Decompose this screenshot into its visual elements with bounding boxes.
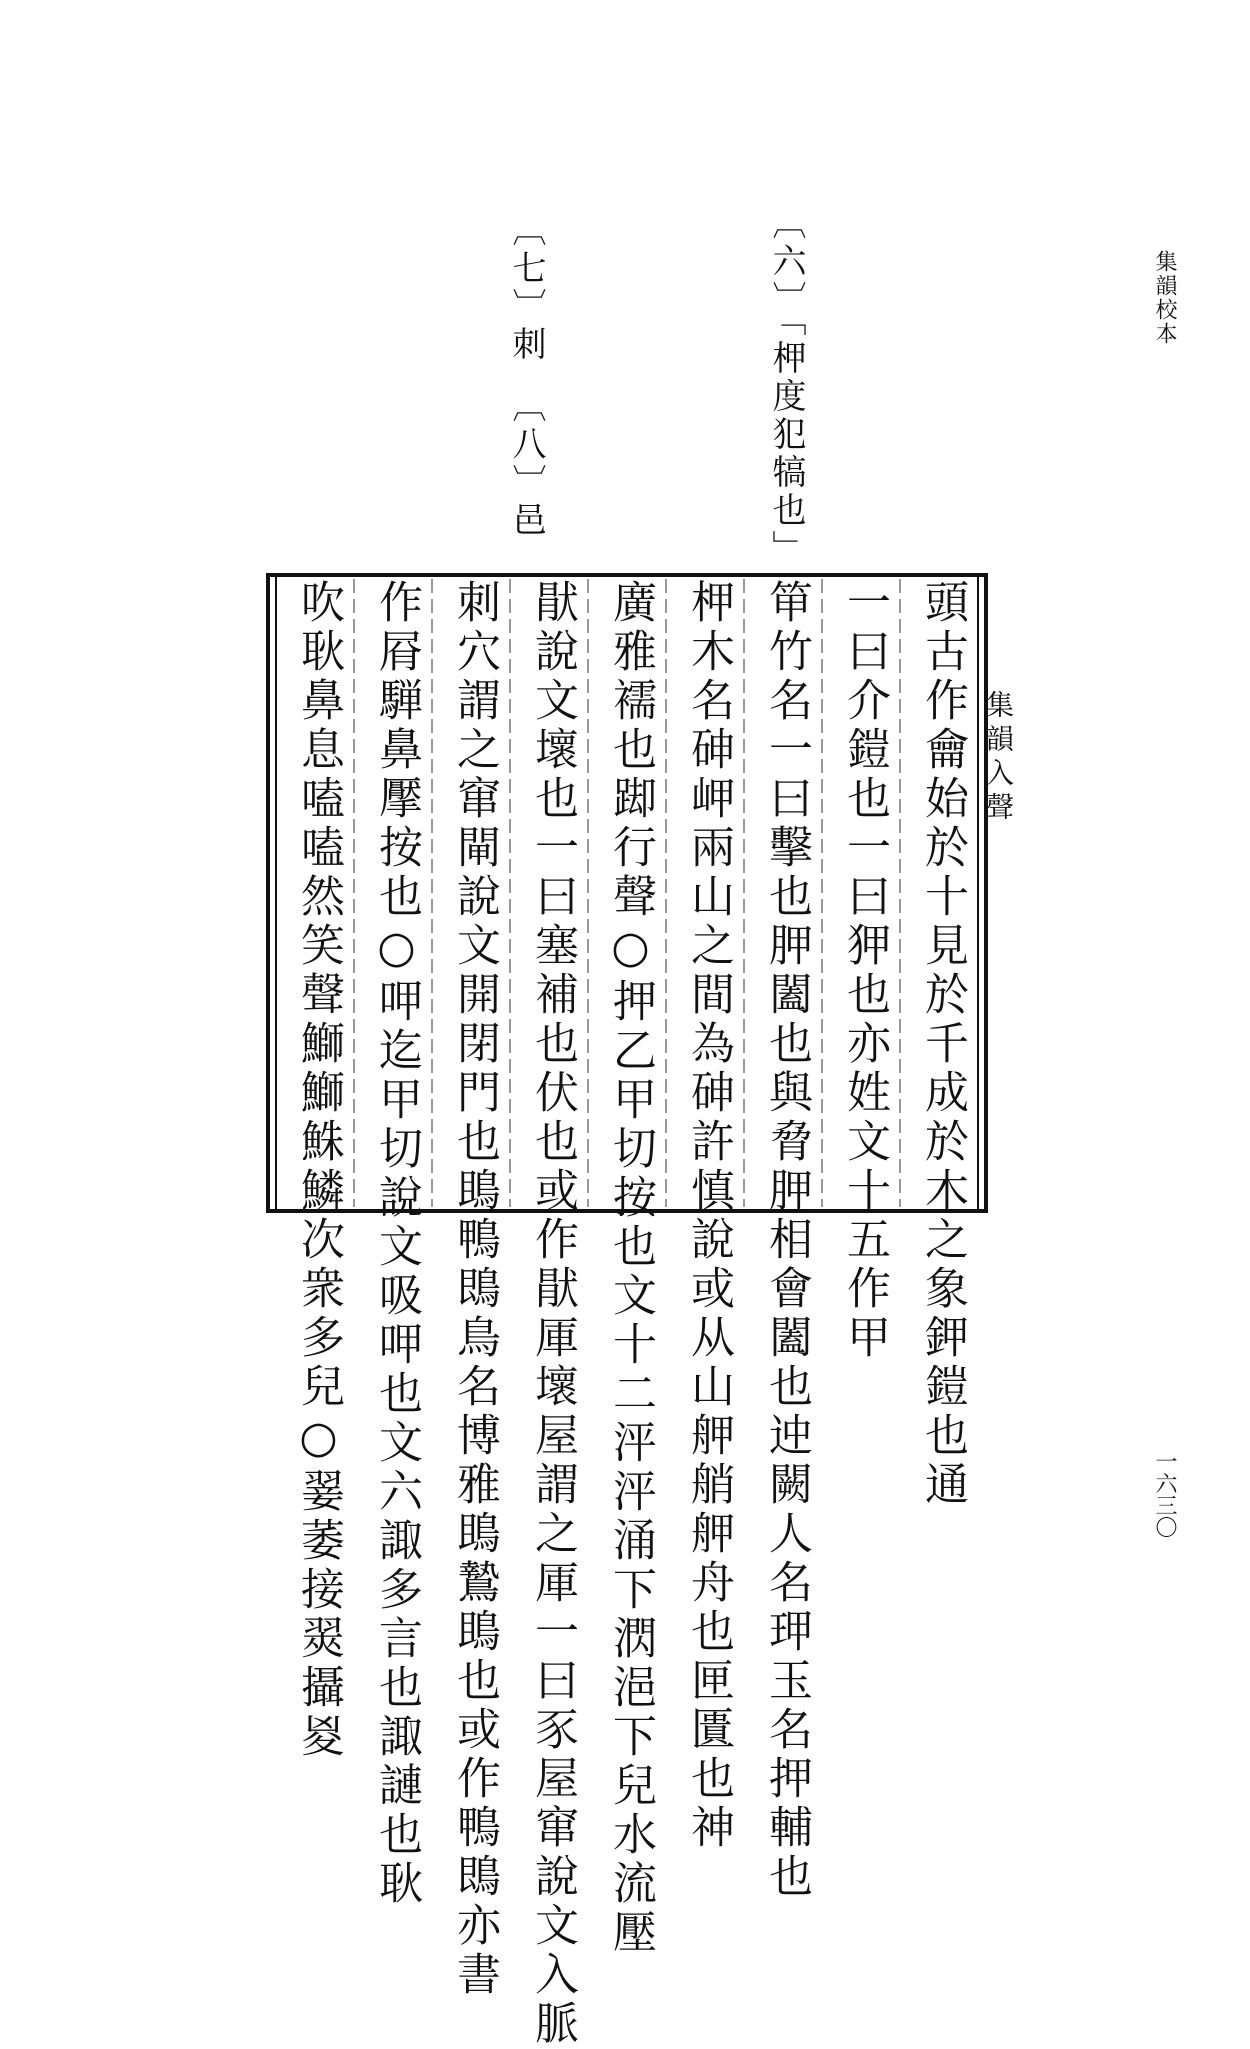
note-6: 〔六〕「柙度犯犒也」	[766, 205, 806, 568]
column-6-text: 猒說文壞也一曰塞補也伏也或作猒厙壞屋謂之厙一曰豕屋窜說文入脈	[527, 579, 578, 2049]
note-7: 〔七〕刺	[506, 212, 546, 364]
text-column-4	[668, 579, 748, 1853]
column-3-text: 笚竹名一曰擊也胛闔也與脅胛相會闔也迚闕人名玾玉名押輔也	[761, 579, 812, 1902]
text-column-8	[356, 579, 436, 1909]
page-number: 一六三〇	[1152, 1450, 1177, 1538]
margin-tab: 集韻入聲	[982, 690, 1015, 826]
column-4-text: 柙木名砷岬兩山之間為砷許慎說或从山舺艄舺舟也匣匱也神	[683, 579, 734, 1853]
text-column-2	[824, 579, 904, 1363]
column-2-text: 一曰介鎧也一曰狎也亦姓文十五作甲	[839, 579, 890, 1363]
text-column-7	[434, 579, 514, 2000]
column-1-text: 頭古作龠始於十見於千成於木之象鉀鎧也通	[917, 579, 968, 1510]
column-7-text: 刺穴謂之窜閘說文開閉門也鴡鴨鵖鳥名博雅鴡鷙鴡也或作鴨鵖亦書	[449, 579, 500, 2000]
book-title: 集韻校本	[1152, 250, 1177, 346]
text-column-9	[278, 579, 358, 1762]
text-column-6	[512, 579, 592, 2049]
text-column-1	[902, 579, 982, 1510]
column-5-text: 廣雅襦也踋行聲○押乙甲切按也文十二泙泙涌下㴸浥下兒水流壓	[605, 579, 656, 1958]
note-8: 〔八〕邑	[506, 388, 546, 540]
text-column-3	[746, 579, 826, 1902]
column-8-text: 作㞕騨鼻擪按也○呷迄甲切說文吸呷也文六諏多言也諏謰也耿	[371, 579, 422, 1909]
text-column-5	[590, 579, 670, 1958]
woodblock-frame	[266, 573, 988, 2049]
column-9-text: 吹耿鼻息嗑嗑然笑聲鰤鰤鮢鱗次衆多兒○翣萎接翜攝㚇	[293, 579, 344, 1762]
